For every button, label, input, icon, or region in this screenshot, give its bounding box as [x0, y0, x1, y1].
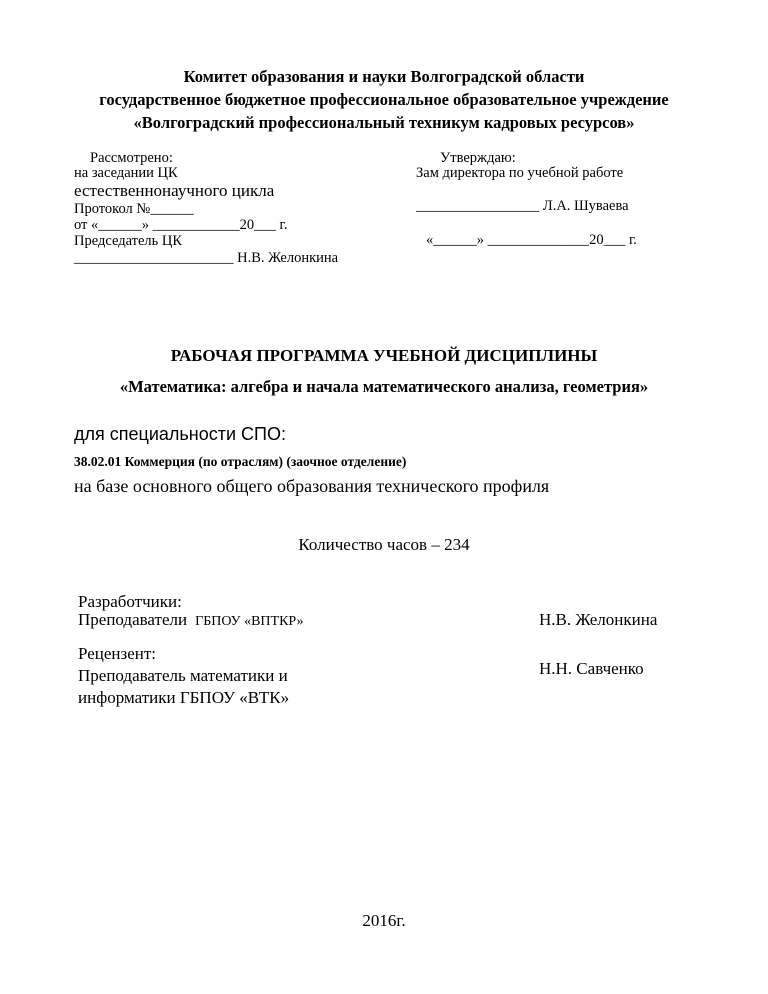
header-line-2: государственное бюджетное профессиональное образовательное учреждение [99, 90, 669, 109]
considered-label: Рассмотрено: [90, 150, 173, 166]
chair-signature-line: ______________________ Н.В. Желонкина [74, 250, 339, 266]
developers-label: Разработчики: [78, 592, 182, 611]
committee-name: естественнонаучного цикла [74, 181, 275, 200]
reviewer-role-line-2: информатики ГБПОУ «ВТК» [78, 688, 290, 707]
reviewer-label: Рецензент: [78, 644, 157, 663]
director-signature-line: _________________ Л.А. Шуваева [416, 198, 629, 214]
developers-role-title: Преподаватели [78, 610, 188, 629]
header-line-1: Комитет образования и науки Волгоградской области [183, 67, 585, 86]
reviewer-name: Н.Н. Савченко [539, 659, 644, 678]
education-base: на базе основного общего образования технического профиля [74, 476, 550, 496]
position-label: Зам директора по учебной работе [416, 165, 624, 181]
program-title: РАБОЧАЯ ПРОГРАММА УЧЕБНОЙ ДИСЦИПЛИНЫ [170, 346, 598, 365]
developers-org: ГБПОУ «ВПТКР» [195, 614, 304, 629]
date-line-left: от «______» ____________20___ г. [74, 217, 288, 233]
protocol-line: Протокол №______ [74, 201, 194, 217]
specialty-intro: для специальности СПО: [74, 424, 286, 444]
specialty-code: 38.02.01 Коммерция (по отраслям) (заочное отделение) [74, 454, 407, 469]
meeting-label: на заседании ЦК [74, 165, 178, 181]
developers-role [78, 610, 304, 630]
developer-name: Н.В. Желонкина [539, 610, 658, 629]
hours-count: Количество часов – 234 [298, 535, 470, 554]
document-year: 2016г. [362, 911, 406, 930]
program-subject: «Математика: алгебра и начала математического анализа, геометрия» [119, 377, 649, 396]
chair-label: Председатель ЦК [74, 233, 183, 249]
approve-label: Утверждаю: [440, 150, 516, 166]
date-line-right: «______» ______________20___ г. [426, 232, 637, 248]
header-line-3: «Волгоградский профессиональный техникум кадровых ресурсов» [133, 113, 635, 132]
reviewer-role-line-1: Преподаватель математики и [78, 666, 288, 685]
